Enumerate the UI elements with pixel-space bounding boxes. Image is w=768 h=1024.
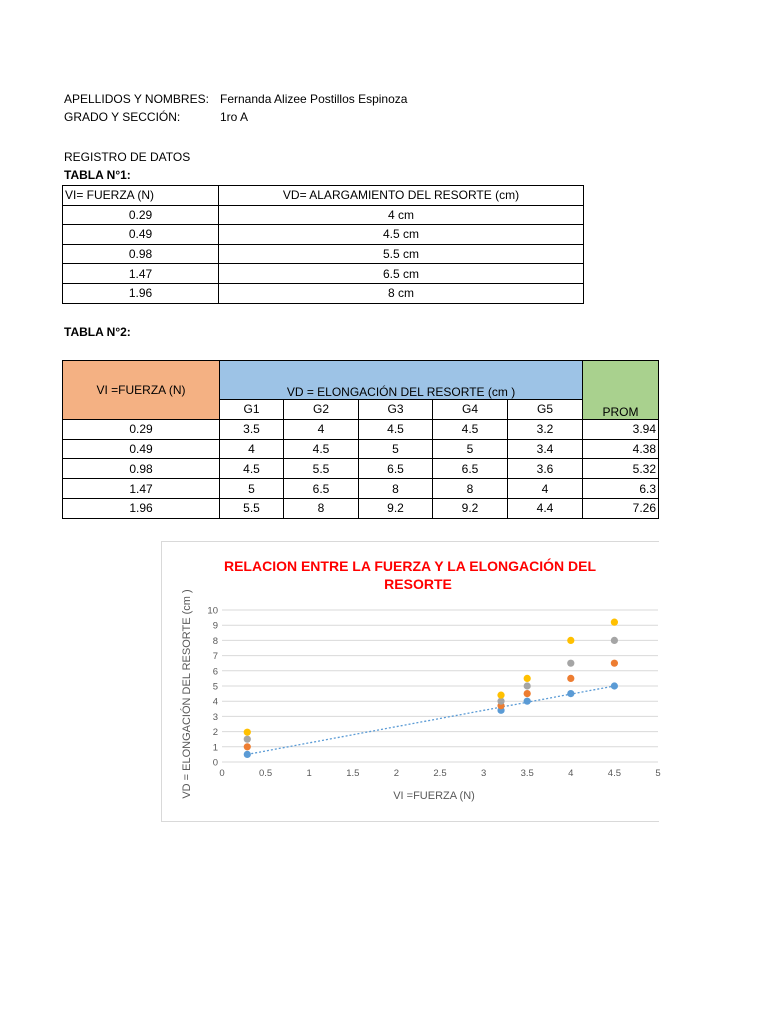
table1-col-fuerza: VI= FUERZA (N)	[63, 186, 219, 206]
group-header: G4	[433, 400, 508, 420]
fuerza-cell: 1.96	[63, 283, 219, 303]
g-cell: 4.4	[508, 498, 583, 518]
table-row	[63, 459, 659, 479]
g-cell: 3.6	[508, 459, 583, 479]
data-point	[497, 692, 504, 699]
table-row	[63, 283, 584, 303]
x-tick-label: 0.5	[258, 768, 273, 779]
alargamiento-cell: 8 cm	[219, 283, 584, 303]
table-row	[63, 225, 584, 245]
group-header: G2	[284, 400, 359, 420]
scatter-chart	[162, 542, 659, 821]
data-point	[524, 698, 531, 705]
prom-cell: 5.32	[583, 459, 659, 479]
data-point	[244, 736, 251, 743]
grade-label: GRADO Y SECCIÓN:	[64, 110, 181, 124]
group-header: G3	[359, 400, 433, 420]
table1-header-row	[63, 186, 584, 206]
chart-title-line1: RELACION ENTRE LA FUERZA Y LA ELONGACIÓN DEL	[223, 558, 597, 574]
g-cell: 5	[433, 439, 508, 459]
name-value: Fernanda Alizee Postillos Espinoza	[220, 92, 408, 106]
data-point	[244, 751, 251, 758]
data-point	[611, 660, 618, 667]
g-cell: 6.5	[284, 479, 359, 499]
g-cell: 4	[508, 479, 583, 499]
table2	[62, 360, 659, 519]
table2-vi-header: VI =FUERZA (N)	[63, 361, 220, 420]
table-row	[63, 479, 659, 499]
y-tick-label: 0	[212, 757, 218, 769]
x-tick-label: 5	[655, 768, 661, 779]
g-cell: 4.5	[284, 439, 359, 459]
section-title: REGISTRO DE DATOS	[64, 150, 191, 164]
x-tick-label: 3	[480, 768, 487, 779]
g-cell: 8	[359, 479, 433, 499]
g-cell: 4.5	[433, 419, 508, 439]
chart-y-axis-label: VD = ELONGACIÓN DEL RESORTE (cm )	[181, 589, 193, 799]
data-point	[244, 743, 251, 750]
g-cell: 9.2	[359, 498, 433, 518]
chart-title-line2: RESORTE	[384, 576, 452, 592]
data-point	[611, 637, 618, 644]
g-cell: 6.5	[433, 459, 508, 479]
x-tick-label: 1.5	[346, 768, 360, 779]
prom-cell: 6.3	[583, 479, 659, 499]
table1-col-alargamiento: VD= ALARGAMIENTO DEL RESORTE (cm)	[219, 186, 584, 206]
table1-title: TABLA N°1:	[64, 168, 131, 182]
table1	[62, 185, 584, 304]
table2-header-row	[63, 361, 659, 400]
y-tick-label: 4	[212, 696, 218, 708]
y-tick-label: 3	[212, 711, 218, 723]
g-cell: 5	[220, 479, 284, 499]
vi-cell: 0.98	[63, 459, 220, 479]
table-row	[63, 439, 659, 459]
y-tick-label: 2	[212, 727, 218, 739]
y-tick-label: 7	[212, 651, 218, 663]
y-tick-label: 8	[212, 635, 218, 647]
x-tick-label: 0	[219, 768, 225, 779]
g-cell: 4.5	[359, 419, 433, 439]
g-cell: 5.5	[284, 459, 359, 479]
data-point	[611, 619, 618, 626]
g-cell: 4.5	[220, 459, 284, 479]
group-header: G5	[508, 400, 583, 420]
g-cell: 6.5	[359, 459, 433, 479]
y-tick-label: 5	[212, 681, 218, 693]
x-tick-label: 4	[568, 768, 574, 779]
data-point	[524, 690, 531, 697]
prom-cell: 3.94	[583, 419, 659, 439]
table2-vd-header: VD = ELONGACIÓN DEL RESORTE (cm )	[220, 361, 583, 400]
g-cell: 4	[284, 419, 359, 439]
data-point	[567, 660, 574, 667]
y-tick-label: 6	[212, 666, 218, 678]
fuerza-cell: 1.47	[63, 264, 219, 284]
fuerza-cell: 0.29	[63, 205, 219, 225]
y-tick-label: 9	[212, 620, 218, 632]
g-cell: 5.5	[220, 498, 284, 518]
g-cell: 8	[433, 479, 508, 499]
x-tick-label: 1	[306, 768, 312, 779]
prom-cell: 7.26	[583, 498, 659, 518]
g-cell: 3.4	[508, 439, 583, 459]
x-tick-label: 4.5	[607, 768, 622, 779]
g-cell: 3.2	[508, 419, 583, 439]
table2-title: TABLA N°2:	[64, 325, 131, 339]
chart-x-axis-label: VI =FUERZA (N)	[393, 790, 475, 802]
g-cell: 3.5	[220, 419, 284, 439]
vi-cell: 1.47	[63, 479, 220, 499]
table-row	[63, 205, 584, 225]
vi-cell: 1.96	[63, 498, 220, 518]
alargamiento-cell: 4.5 cm	[219, 225, 584, 245]
y-tick-label: 1	[212, 742, 218, 754]
x-tick-label: 2.5	[433, 768, 447, 779]
vi-cell: 0.29	[63, 419, 220, 439]
alargamiento-cell: 6.5 cm	[219, 264, 584, 284]
table-row	[63, 264, 584, 284]
y-tick-label: 10	[207, 605, 218, 617]
data-point	[567, 675, 574, 682]
data-point	[524, 682, 531, 689]
data-point	[567, 690, 574, 697]
name-label: APELLIDOS Y NOMBRES:	[64, 92, 209, 106]
fuerza-cell: 0.49	[63, 225, 219, 245]
g-cell: 8	[284, 498, 359, 518]
alargamiento-cell: 5.5 cm	[219, 244, 584, 264]
g-cell: 5	[359, 439, 433, 459]
chart-container	[161, 541, 659, 822]
table-row	[63, 244, 584, 264]
prom-cell: 4.38	[583, 439, 659, 459]
vi-cell: 0.49	[63, 439, 220, 459]
x-tick-label: 2	[393, 768, 400, 779]
table-row	[63, 498, 659, 518]
data-point	[611, 682, 618, 689]
alargamiento-cell: 4 cm	[219, 205, 584, 225]
table-row	[63, 419, 659, 439]
data-point	[567, 637, 574, 644]
data-point	[524, 675, 531, 682]
fuerza-cell: 0.98	[63, 244, 219, 264]
group-header: G1	[220, 400, 284, 420]
trendline	[247, 686, 614, 754]
grade-value: 1ro A	[220, 110, 249, 124]
data-point	[244, 729, 251, 736]
g-cell: 4	[220, 439, 284, 459]
g-cell: 9.2	[433, 498, 508, 518]
x-tick-label: 3.5	[520, 768, 534, 779]
table2-prom-header: PROM	[583, 361, 659, 420]
student-name-row	[64, 90, 407, 108]
grade-row	[64, 108, 248, 126]
